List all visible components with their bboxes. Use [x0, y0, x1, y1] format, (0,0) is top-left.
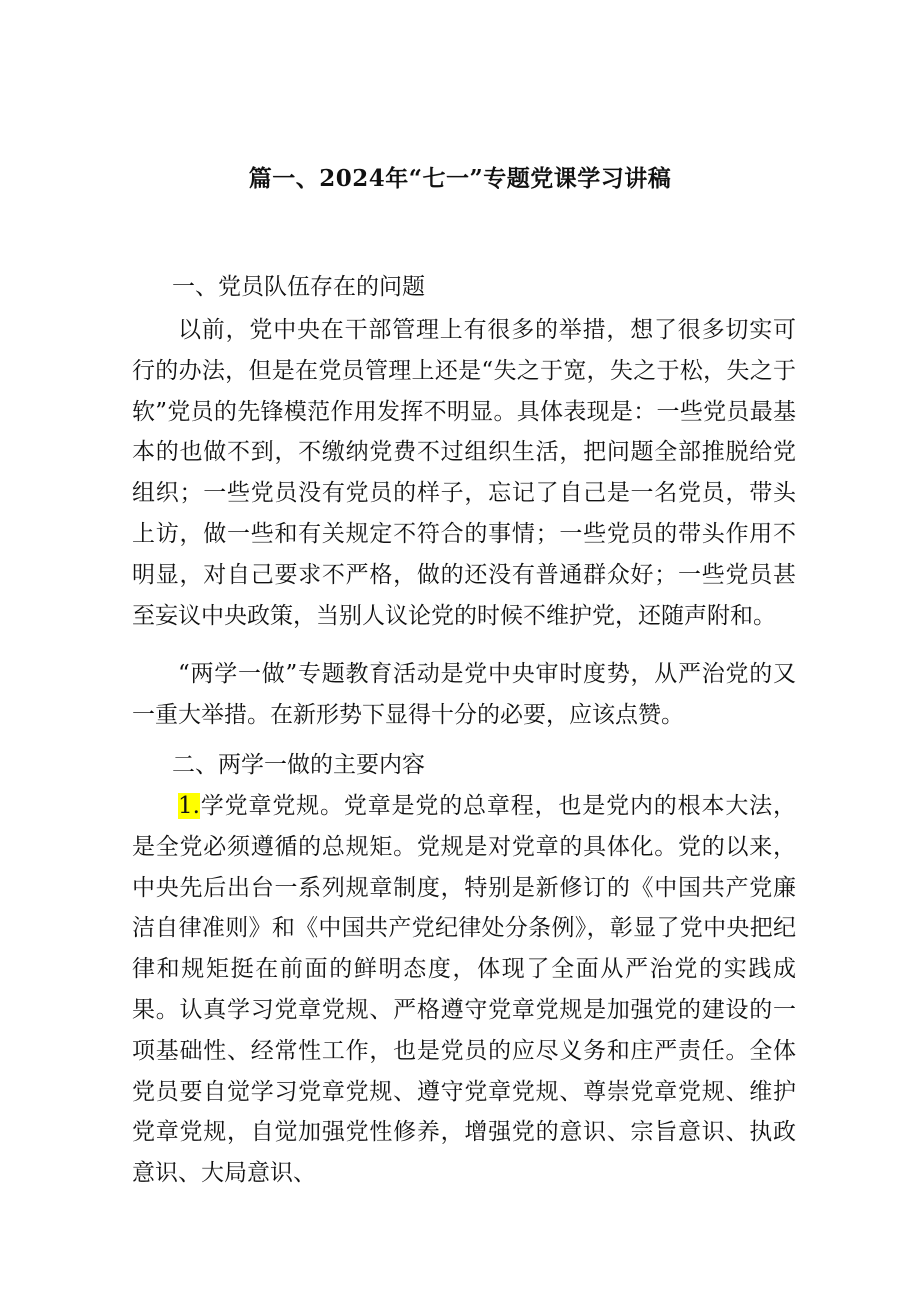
- document-title: 篇一、2024年“七一”专题党课学习讲稿: [248, 165, 672, 192]
- paragraph-2: “两学一做”专题教育活动是党中央审时度势，从严治党的又一重大举措。在新形势下显得十分的必要，应该点赞。: [132, 661, 796, 728]
- item-number-highlight: 1.: [178, 793, 200, 819]
- paragraph-1: 以前，党中央在干部管理上有很多的举措，想了很多切实可行的办法，但是在党员管理上还是“失之于宽，失之于松，失之于软”党员的先锋模范作用发挥不明显。具体表现是：一些党员最基本的也做不到，不缴纳党费不过组织生活，把问题全部推脱给党组织；一些党员没有党员的样子，忘记了自己是一名党员，带头上访，做一些和有关规定不符合的事情；一些党员的带头作用不明显，对自己要求不严格，做的还没有普通群众好；一些党员甚至妄议中央政策，当别人议论党的时候不维护党，还随声附和。: [132, 317, 796, 629]
- list-item-1: [132, 786, 796, 1194]
- section-heading-1: 一、党员队伍存在的问题: [172, 274, 425, 300]
- item-1-text: 学党章党规。党章是党的总章程，也是党内的根本大法，是全党必须遵循的总规矩。党规是对党章的具体化。党的以来，中央先后出台一系列规章制度，特别是新修订的《中国共产党廉洁自律准则》和《中国共产党纪律处分条例》，彰显了党中央把纪律和规矩挺在前面的鲜明态度，体现了全面从严治党的实践成果。认真学习党章党规、严格遵守党章党规是加强党的建设的一项基础性、经常性工作，也是党员的应尽义务和庄严责任。全体党员要自觉学习党章党规、遵守党章党规、尊崇党章党规、维护党章党规，自觉加强党性修养，增强党的意识、宗旨意识、执政意识、大局意识、: [132, 793, 796, 1187]
- section-heading-2: 二、两学一做的主要内容: [172, 752, 425, 778]
